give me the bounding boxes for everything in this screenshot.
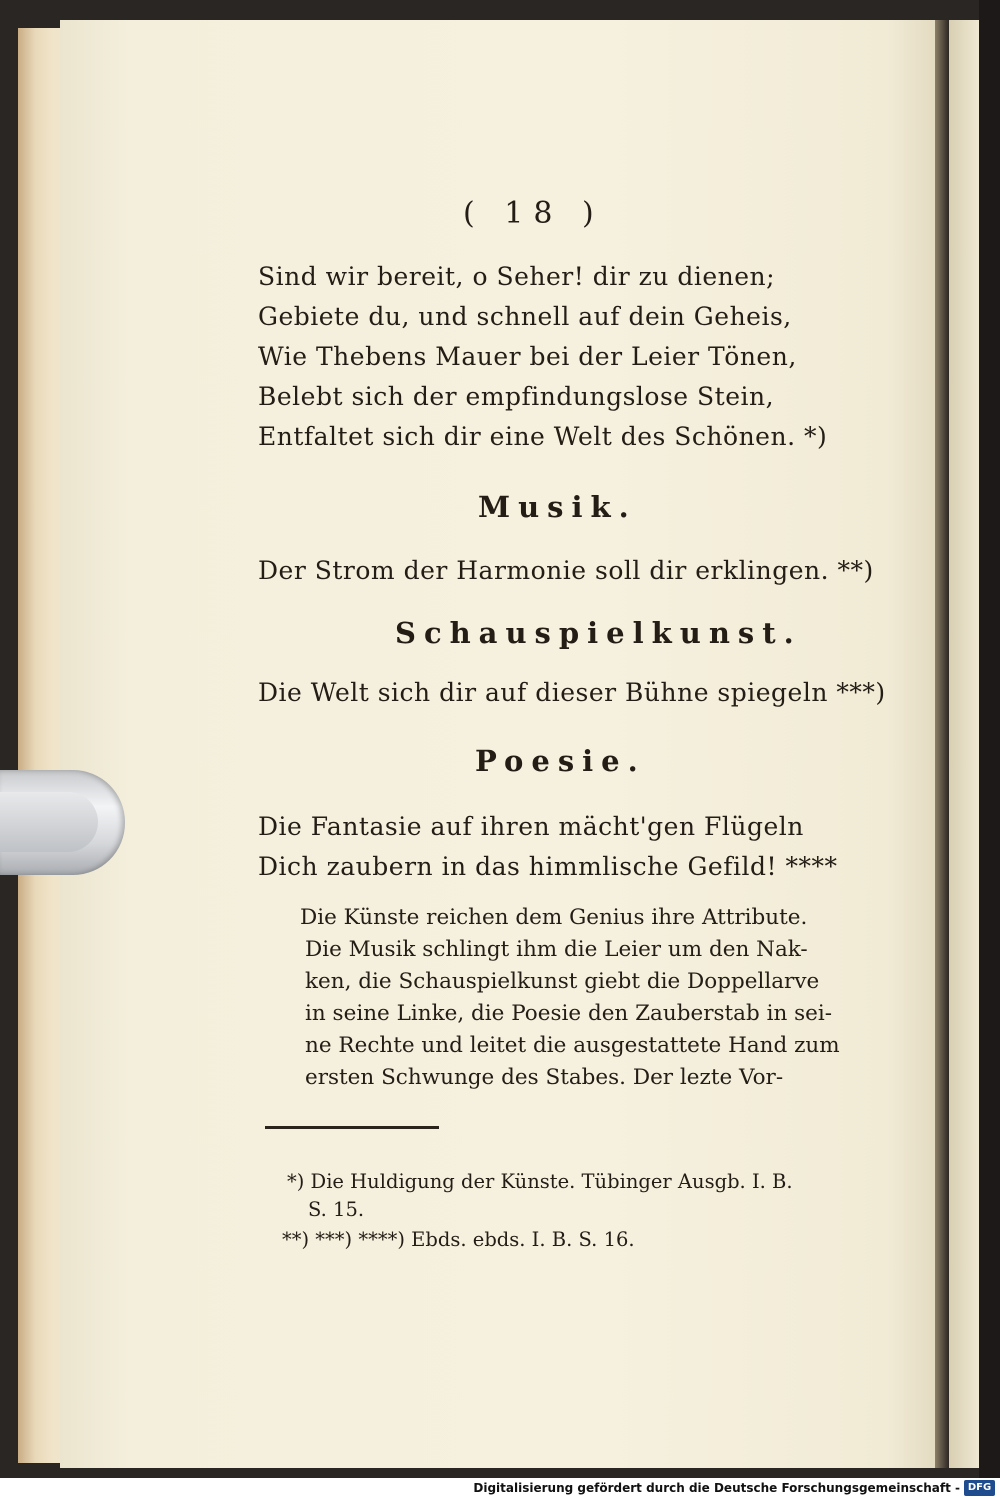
section-heading-musik: Musik. [478, 490, 637, 524]
prose-line: in seine Linke, die Poesie den Zauberstab in sei- [305, 1001, 833, 1026]
footnote-rule [265, 1126, 439, 1129]
verse-line: Der Strom der Harmonie soll dir erklingen. **) [258, 556, 874, 585]
verse-line: Entfaltet sich dir eine Welt des Schönen. *) [258, 422, 828, 451]
verse-line: Wie Thebens Mauer bei der Leier Tönen, [258, 342, 797, 371]
footer-credit: Digitalisierung gefördert durch die Deutsche Forschungsgemeinschaft - [473, 1481, 960, 1495]
scan-border-right [979, 0, 1000, 1478]
facing-page-edge [949, 20, 979, 1468]
page-clip-highlight [0, 792, 98, 852]
prose-line: Die Musik schlingt ihm die Leier um den Nak- [305, 937, 808, 962]
verse-line: Gebiete du, und schnell auf dein Geheis, [258, 302, 792, 331]
verse-line: Die Welt sich dir auf dieser Bühne spiegeln ***) [258, 678, 886, 707]
section-heading-schauspielkunst: Schauspielkunst. [395, 616, 802, 650]
verse-line: Sind wir bereit, o Seher! dir zu dienen; [258, 262, 776, 291]
section-heading-poesie: Poesie. [475, 744, 646, 778]
book-gutter [935, 20, 949, 1468]
verse-line: Belebt sich der empfindungslose Stein, [258, 382, 775, 411]
verse-line: Die Fantasie auf ihren mächt'gen Flügeln [258, 812, 804, 841]
prose-line: ersten Schwunge des Stabes. Der lezte Vor- [305, 1065, 784, 1090]
dfg-logo: DFG [964, 1480, 995, 1496]
page-number: ( 18 ) [463, 196, 604, 231]
footnote-continuation: S. 15. [308, 1198, 365, 1221]
footnote: *) Die Huldigung der Künste. Tübinger Ausgb. I. B. [287, 1170, 793, 1193]
prose-line: Die Künste reichen dem Genius ihre Attribute. [300, 905, 808, 930]
footnote: **) ***) ****) Ebds. ebds. I. B. S. 16. [282, 1228, 635, 1251]
verse-line: Dich zaubern in das himmlische Gefild! **** [258, 852, 838, 881]
prose-line: ne Rechte und leitet die ausgestattete Hand zum [305, 1033, 840, 1058]
prose-line: ken, die Schauspielkunst giebt die Doppellarve [305, 969, 820, 994]
